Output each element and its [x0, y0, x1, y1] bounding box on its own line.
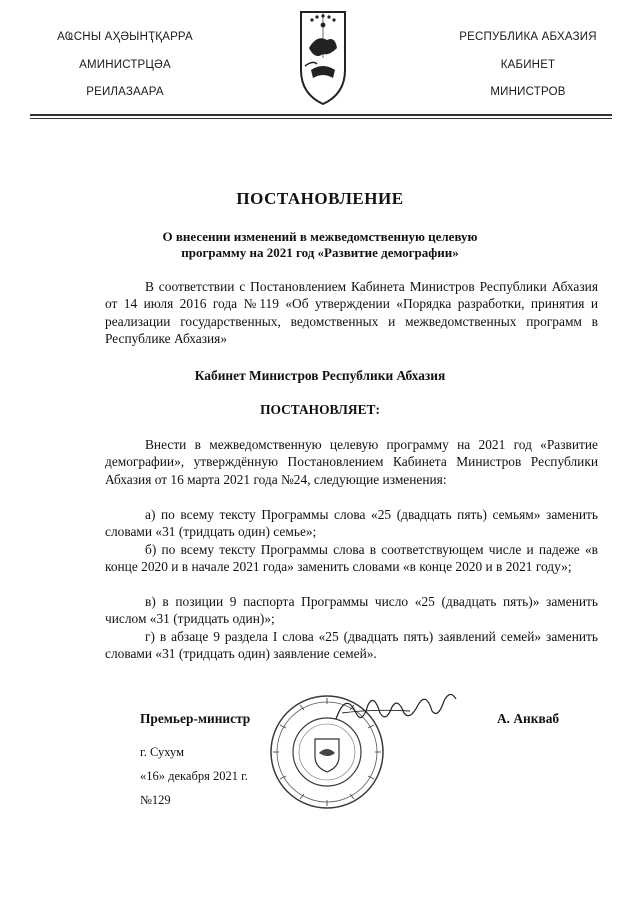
- document-title: ПОСТАНОВЛЕНИЕ: [236, 189, 404, 208]
- subtitle-line-2: программу на 2021 год «Развитие демографии»: [181, 245, 459, 260]
- list-item-d: г) в абзаце 9 раздела I слова «25 (двадцать пять) заявлений семей» заменить словами «31 (тридцать один) заявление семей».: [105, 629, 598, 662]
- header-right-line-3: МИНИСТРОВ: [490, 86, 566, 98]
- header-right-line-1: РЕСПУБЛИКА АБХАЗИЯ: [459, 31, 597, 43]
- preamble-paragraph: В соответствии с Постановлением Кабинета Министров Республики Абхазия от 14 июля 2016 года №119 «Об утверждении «Порядка разработки, принятия и реализации государственных, ведомственных и межведомственных программ в Республике Абхазия»: [105, 279, 598, 347]
- coat-of-arms-emblem: [297, 8, 349, 108]
- handwritten-signature: [332, 683, 462, 733]
- decree-heading: ПОСТАНОВЛЯЕТ:: [260, 402, 380, 417]
- document-subtitle: [130, 229, 510, 261]
- list-item-b: б) по всему тексту Программы слова в соответствующем числе и падеже «в конце 2020 и в начале 2021 года» заменить словами «в конце 2020 и в 2021 году»;: [105, 542, 598, 575]
- signatory-name: А. Анкваб: [497, 711, 560, 726]
- main-paragraph: Внести в межведомственную целевую программу на 2021 год «Развитие демографии», утверждённую Постановлением Кабинета Министров Республики Абхазия от 16 марта 2021 года №24, следующие изменения:: [105, 437, 598, 487]
- decree-number: №129: [140, 793, 171, 807]
- issuing-body: Кабинет Министров Республики Абхазия: [194, 368, 446, 383]
- header-divider-thin: [30, 118, 612, 119]
- header-right-line-2: КАБИНЕТ: [500, 59, 556, 71]
- signatory-role: Премьер-министр: [140, 711, 251, 726]
- header-left-line-3: РЕИЛАЗААРА: [86, 86, 164, 98]
- issue-date: «16» декабря 2021 г.: [140, 769, 248, 783]
- header-divider: [30, 114, 612, 116]
- subtitle-line-1: О внесении изменений в межведомственную целевую: [162, 229, 478, 244]
- header-left-line-1: АҨСНЫ АҲӘЫНҬҚАРРА: [57, 31, 193, 43]
- header-left-line-2: АМИНИСТРЦӘА: [79, 59, 171, 71]
- list-item-a: а) по всему тексту Программы слова «25 (двадцать пять) семьям» заменить словами «31 (тридцать один) семье»;: [105, 507, 598, 540]
- list-item-c: в) в позиции 9 паспорта Программы число «25 (двадцать пять)» заменить числом «31 (тридцать один)»;: [105, 594, 598, 627]
- place-of-issue: г. Сухум: [140, 745, 185, 759]
